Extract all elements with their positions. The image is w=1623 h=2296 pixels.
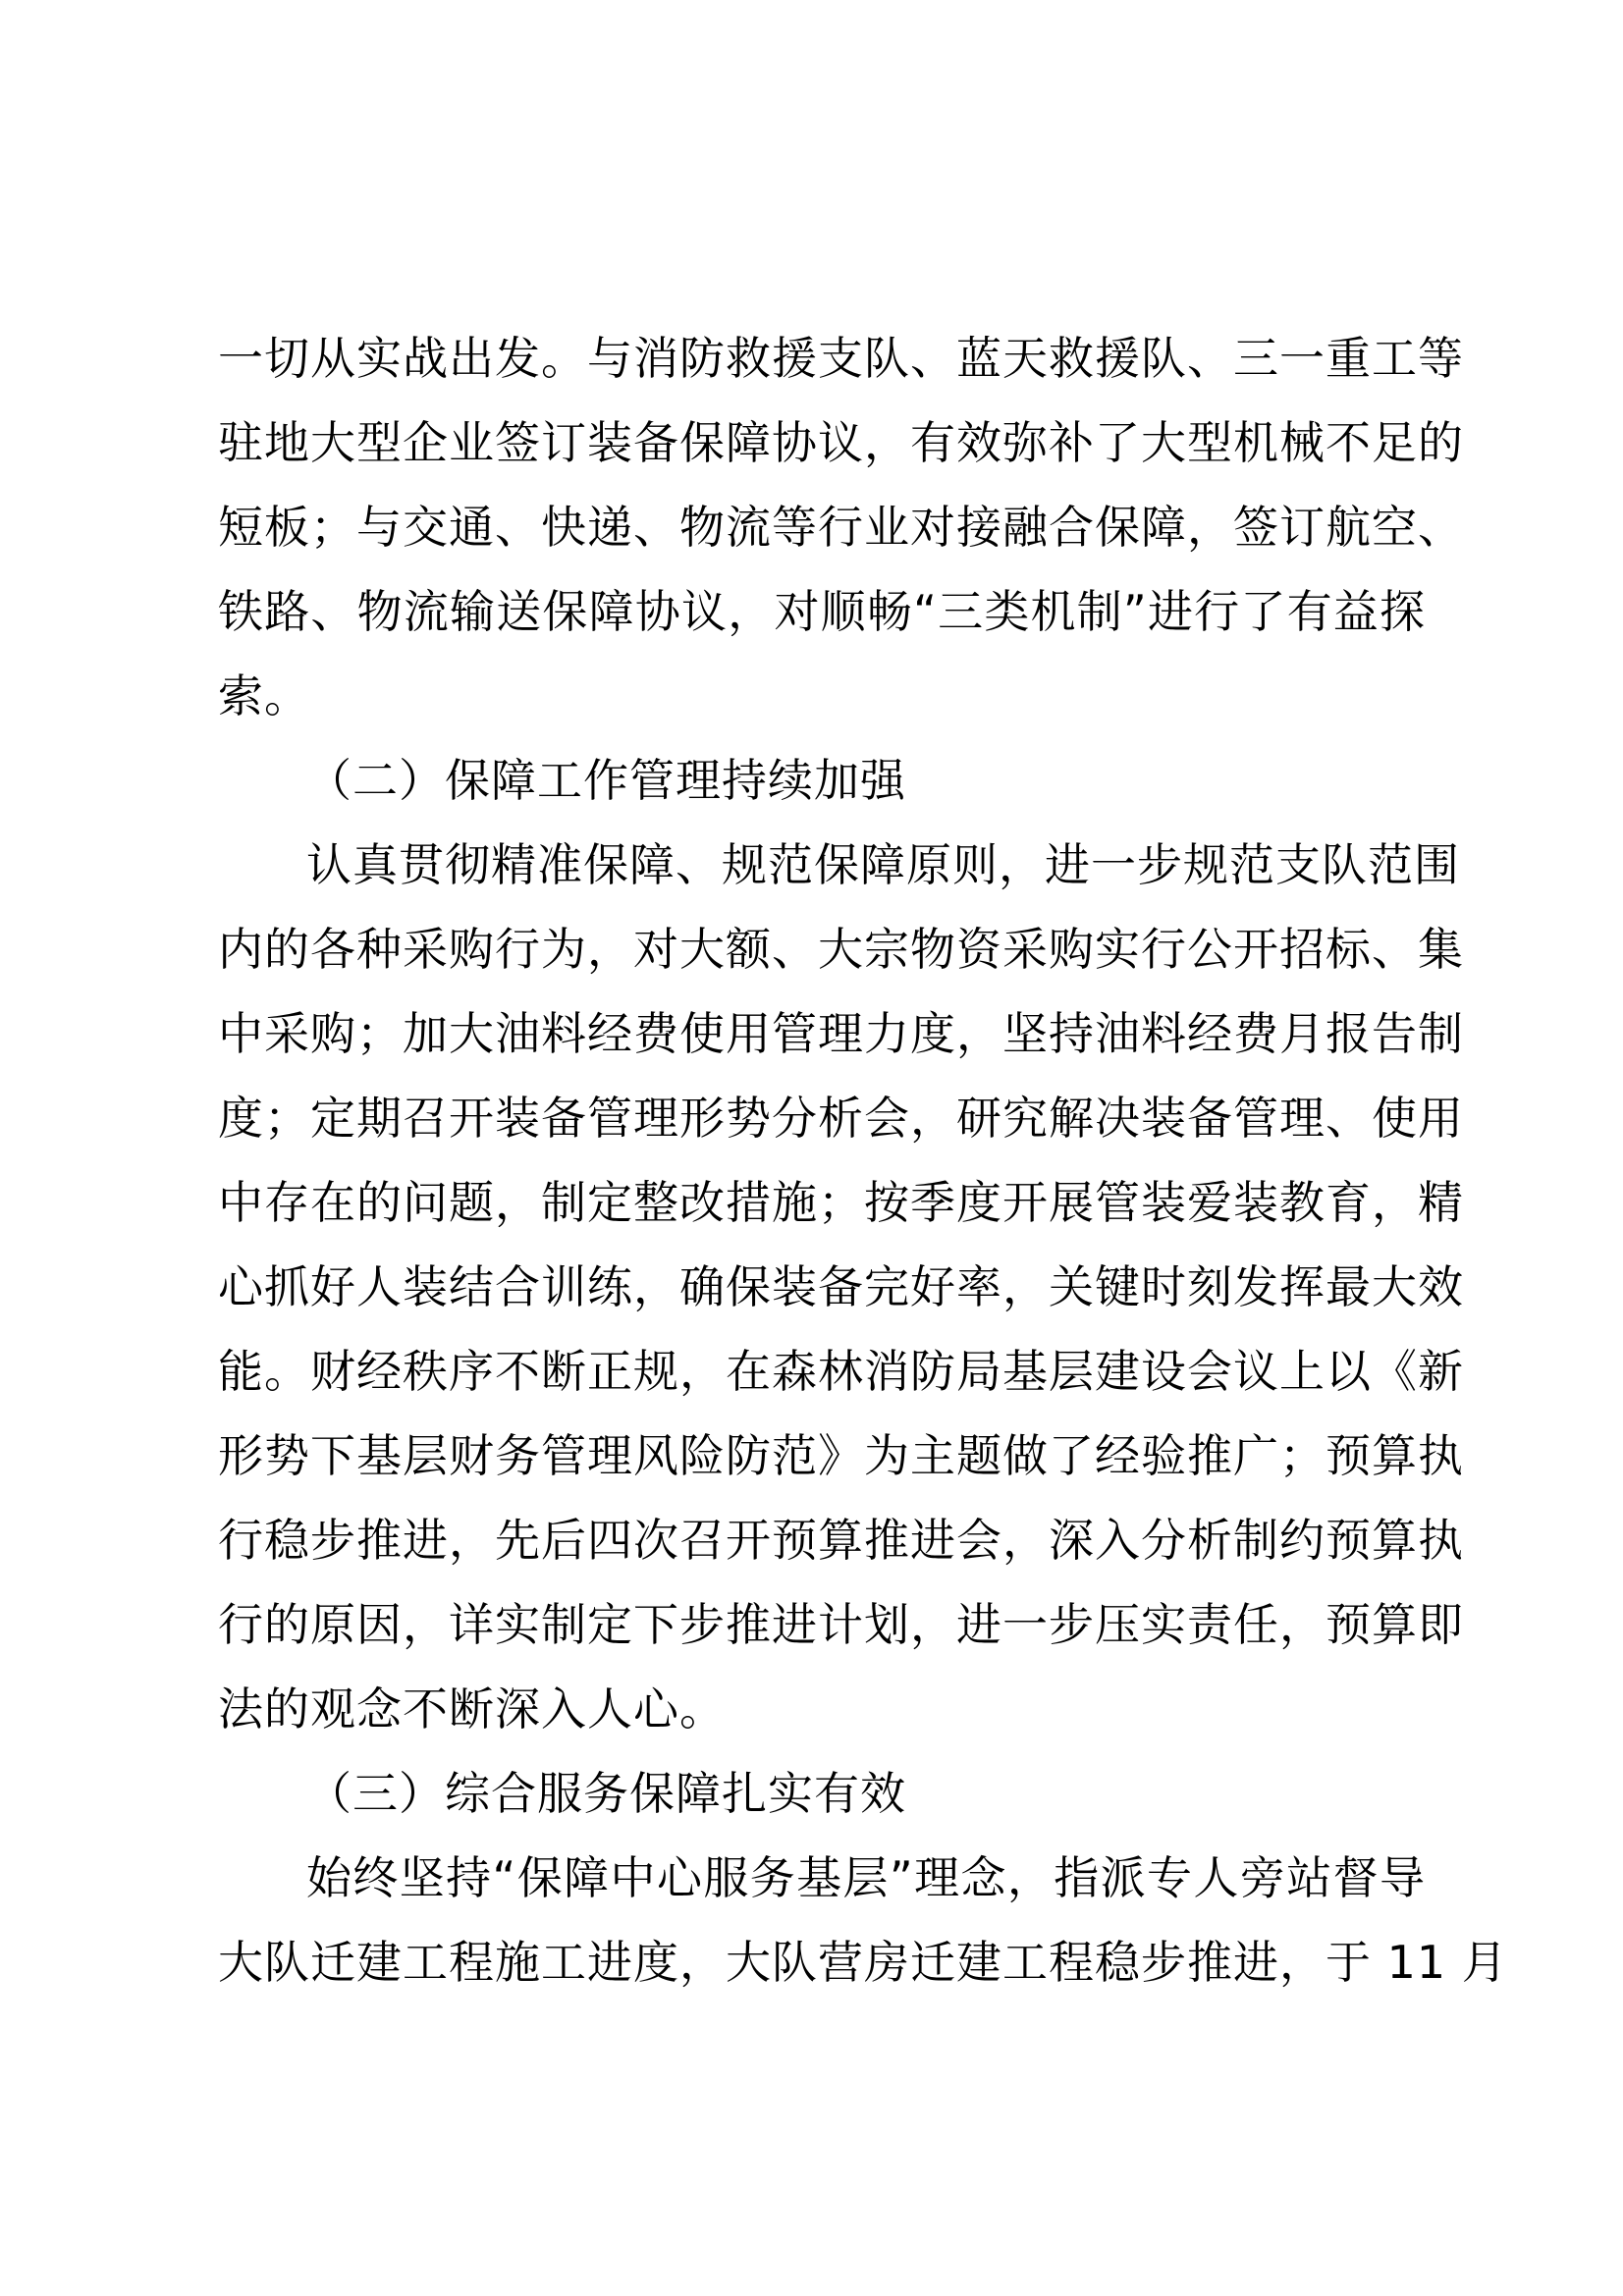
paragraph-first-line: 始终坚持“保障中心服务基层”理念，指派专人旁站督导	[306, 1851, 1426, 1904]
body-text-line: 形势下基层财务管理风险防范》为主题做了经验推广；预算执	[218, 1429, 1464, 1482]
body-text-line: 大队迁建工程施工进度，大队营房迁建工程稳步推进，于 11 月	[218, 1936, 1508, 1989]
section-heading: （二）保障工作管理持续加强	[306, 754, 906, 807]
body-text-line: 行稳步推进，先后四次召开预算推进会，深入分析制约预算执	[218, 1514, 1464, 1567]
body-text-line: 中采购；加大油料经费使用管理力度，坚持油料经费月报告制	[218, 1007, 1464, 1060]
body-text-line: 行的原因，详实制定下步推进计划，进一步压实责任，预算即	[218, 1598, 1464, 1651]
body-text-line: 一切从实战出发。与消防救援支队、蓝天救援队、三一重工等	[218, 332, 1464, 385]
paragraph-first-line: 认真贯彻精准保障、规范保障原则，进一步规范支队范围	[306, 838, 1460, 891]
body-text-line: 索。	[218, 669, 310, 722]
body-text-line: 法的观念不断深入人心。	[218, 1682, 726, 1735]
body-text-line: 心抓好人装结合训练，确保装备完好率，关键时刻发挥最大效	[218, 1260, 1464, 1313]
section-heading: （三）综合服务保障扎实有效	[306, 1767, 906, 1820]
body-text-line: 中存在的问题，制定整改措施；按季度开展管装爱装教育，精	[218, 1176, 1464, 1229]
body-text-line: 铁路、物流输送保障协议，对顺畅“三类机制”进行了有益探	[218, 585, 1426, 638]
body-text-line: 能。财经秩序不断正规，在森林消防局基层建设会议上以《新	[218, 1345, 1464, 1398]
body-text-line: 度；定期召开装备管理形势分析会，研究解决装备管理、使用	[218, 1092, 1464, 1145]
body-text-line: 内的各种采购行为，对大额、大宗物资采购实行公开招标、集	[218, 923, 1464, 976]
body-text-line: 驻地大型企业签订装备保障协议，有效弥补了大型机械不足的	[218, 416, 1464, 469]
body-text-line: 短板；与交通、快递、物流等行业对接融合保障，签订航空、	[218, 501, 1464, 554]
